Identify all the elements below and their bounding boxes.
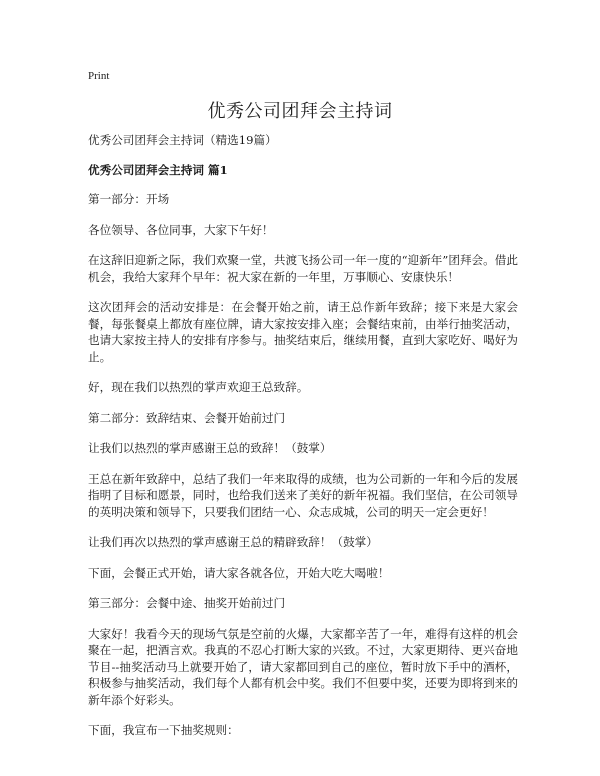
paragraph: 让我们再次以热烈的掌声感谢王总的精辟致辞！（鼓掌） [88, 535, 378, 549]
paragraph: 好，现在我们以热烈的掌声欢迎王总致辞。 [88, 380, 309, 394]
paragraph: 各位领导、各位同事，大家下午好！ [88, 222, 274, 237]
paragraph: 下面，会餐正式开始，请大家各就各位，开始大吃大喝啦！ [88, 565, 390, 580]
paragraph: 让我们以热烈的掌声感谢王总的致辞！（鼓掌） [88, 441, 332, 455]
paragraph: 大家好！我看今天的现场气氛是空前的火爆，大家都辛苦了一年，难得有这样的机会聚在一起，把酒言欢。我真的不忍心打断大家的兴致。不过，大家更期待、更兴奋地节目--抽奖活动马上就要开始了，请大家都回到自己的座位，暂时放下手中的酒杯，积极参与抽奖活动，我们每个人都有机会中奖。我们不但要中奖，还要为即将到来的新年添个好彩头。 [88, 626, 518, 707]
paragraph: 第三部分：会餐中途、抽奖开始前过门 [88, 596, 286, 610]
document-subtitle: 优秀公司团拜会主持词（精选19篇） [88, 133, 277, 147]
paragraph: 在这辞旧迎新之际，我们欢聚一堂，共渡飞扬公司一年一度的“迎新年”团拜会。借此机会，我给大家拜个早年：祝大家在新的一年里，万事顺心、安康快乐！ [88, 253, 518, 284]
paragraph: 王总在新年致辞中，总结了我们一年来取得的成绩，也为公司新的一年和今后的发展指明了目标和愿景，同时，也给我们送来了美好的新年祝福。我们坚信，在公司领导的英明决策和领导下，只要我们团结一心、众志成城，公司的明天一定会更好！ [88, 471, 518, 519]
paragraph: 第一部分：开场 [88, 192, 170, 206]
paragraph: 下面，我宣布一下抽奖规则： [88, 723, 239, 737]
print-link[interactable]: Print [88, 70, 110, 82]
document-body [88, 132, 518, 753]
page-title: 优秀公司团拜会主持词 [207, 101, 393, 122]
paragraph: 这次团拜会的活动安排是：在会餐开始之前，请王总作新年致辞；接下来是大家会餐，每张餐桌上都放有座位牌，请大家按安排入座；会餐结束前，由举行抽奖活动，也请大家按主持人的安排有序参与。抽奖结束后，继续用餐，直到大家吃好、喝好为止。 [88, 300, 518, 364]
section-heading: 优秀公司团拜会主持词 篇1 [88, 162, 228, 177]
paragraph: 第二部分：致辞结束、会餐开始前过门 [88, 410, 286, 425]
